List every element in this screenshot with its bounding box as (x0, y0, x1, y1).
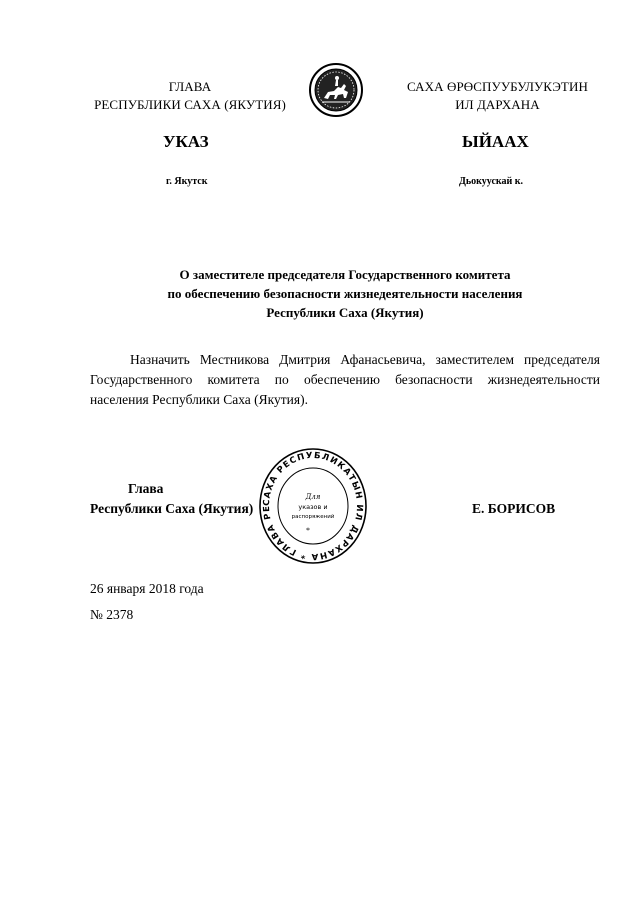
stamp-star-icon: * (306, 526, 310, 535)
decree-number: № 2378 (90, 607, 134, 622)
doc-type-ru: УКАЗ (163, 132, 209, 151)
coat-of-arms-emblem (308, 62, 364, 118)
decree-date: 26 января 2018 года (90, 581, 204, 596)
place-ru: г. Якутск (166, 176, 208, 187)
stamp-ring-text: САХА РЕСПУБЛИКАТЫН ИЛ ДАРХАНА * ГЛАВА РЕ (261, 450, 365, 562)
stamp-center-line3: распоряжений (291, 514, 335, 520)
subject-line2: по обеспечению безопасности жизнедеятельности населения (167, 286, 523, 301)
header-right-line1: САХА ӨРӨСПУУБУЛУКЭТИН (407, 79, 588, 94)
header-right-line2: ИЛ ДАРХАНА (455, 97, 540, 112)
signature-name: Е. БОРИСОВ (472, 501, 556, 516)
header-left-line1: ГЛАВА (168, 79, 212, 94)
header-left-line2: РЕСПУБЛИКИ САХА (ЯКУТИЯ) (94, 97, 286, 112)
header-right (385, 78, 610, 114)
stamp-center-line2: указов и (298, 503, 328, 511)
subject-line3: Республики Саха (Якутия) (266, 305, 424, 320)
signature-title-line2: Республики Саха (Якутия) (90, 501, 254, 516)
decree-body: Назначить Местникова Дмитрия Афанасьевича, заместителем председателя Государственного комитета по обеспечению безопасности жизнедеятельности населения Республики Саха (Якутия). (90, 352, 600, 407)
subject-line1: О заместителе председателя Государственного комитета (179, 267, 511, 282)
signature-title-line1: Глава (128, 481, 164, 496)
doc-type-sakha: ЫЙААХ (462, 132, 529, 151)
decree-subject (90, 265, 600, 322)
place-sakha: Дьокуускай к. (459, 176, 524, 187)
header-left (80, 78, 300, 114)
official-stamp (258, 447, 368, 565)
stamp-center-line1: Для (305, 493, 321, 501)
